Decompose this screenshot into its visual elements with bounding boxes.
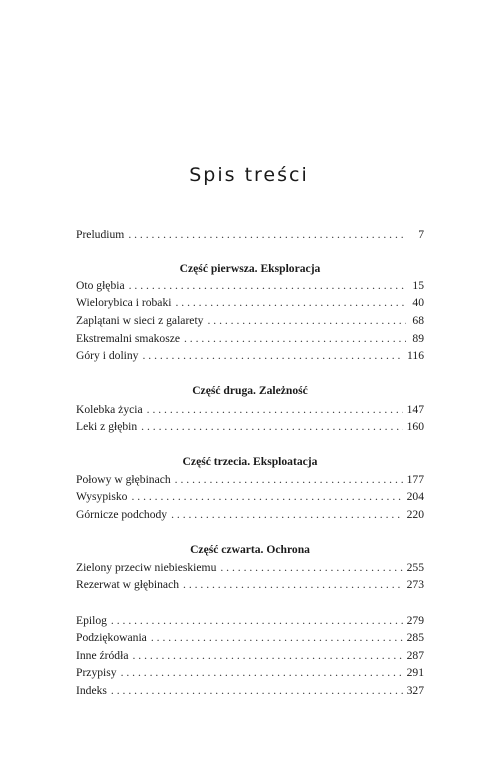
part-heading-1: Część pierwsza. Eksploracja xyxy=(179,262,321,275)
toc-entry-label: Wielorybica i robaki xyxy=(76,296,172,309)
toc-entry-page: 285 xyxy=(406,631,424,644)
leader-dots xyxy=(142,347,403,364)
toc-entry-page: 68 xyxy=(412,314,424,327)
leader-dots xyxy=(132,647,402,664)
leader-dots xyxy=(129,277,406,294)
toc-entry-label: Indeks xyxy=(76,684,107,697)
toc-entry-label: Preludium xyxy=(76,228,125,241)
leader-dots xyxy=(111,612,403,629)
toc-entry-page: 327 xyxy=(406,684,424,697)
part-heading-2: Część druga. Zależność xyxy=(192,384,308,397)
leader-dots xyxy=(121,664,403,681)
toc-entry-label: Zielony przeciw niebieskiemu xyxy=(76,561,217,574)
toc-entry-page: 287 xyxy=(406,649,424,662)
toc-entry-label: Wysypisko xyxy=(76,490,128,503)
leader-dots xyxy=(141,418,402,435)
toc-entry-page: 7 xyxy=(418,228,424,241)
toc-entry xyxy=(76,277,424,294)
toc-entry-label: Oto głębia xyxy=(76,279,125,292)
leader-dots xyxy=(207,312,406,329)
toc-entry xyxy=(76,612,424,629)
leader-dots xyxy=(175,294,406,311)
toc-entry xyxy=(76,506,424,523)
leader-dots xyxy=(131,488,402,505)
toc-entry-label: Leki z głębin xyxy=(76,420,138,433)
toc-entry xyxy=(76,664,424,681)
toc-entry-page: 116 xyxy=(407,349,424,362)
toc-entry-page: 204 xyxy=(406,490,424,503)
toc-entry-label: Inne źródła xyxy=(76,649,129,662)
toc-entry xyxy=(76,347,424,364)
toc-entry xyxy=(76,576,424,593)
leader-dots xyxy=(220,559,402,576)
toc-entry-page: 15 xyxy=(412,279,424,292)
toc-entry-page: 220 xyxy=(406,508,424,521)
toc-entry xyxy=(76,488,424,505)
toc-entry-page: 177 xyxy=(406,473,424,486)
page-title: Spis treści xyxy=(189,164,309,186)
part-heading-3: Część trzecia. Eksploatacja xyxy=(182,455,318,468)
toc-entry-label: Górnicze podchody xyxy=(76,508,168,521)
toc-entry xyxy=(76,294,424,311)
toc-entry-page: 89 xyxy=(412,332,424,345)
toc-entry-label: Ekstremalni smakosze xyxy=(76,332,180,345)
toc-entry-label: Przypisy xyxy=(76,666,117,679)
toc-entry-label: Połowy w głębinach xyxy=(76,473,171,486)
leader-dots xyxy=(151,629,403,646)
toc-entry-prelude xyxy=(76,226,424,243)
leader-dots xyxy=(175,471,403,488)
leader-dots xyxy=(183,576,403,593)
leader-dots xyxy=(147,401,403,418)
toc-entry xyxy=(76,330,424,347)
part-heading-4: Część czwarta. Ochrona xyxy=(190,543,310,556)
toc-entry-page: 273 xyxy=(406,578,424,591)
leader-dots xyxy=(128,226,406,243)
toc-entry-label: Kolebka życia xyxy=(76,403,143,416)
toc-entry xyxy=(76,312,424,329)
toc-entry xyxy=(76,401,424,418)
toc-entry-label: Rezerwat w głębinach xyxy=(76,578,180,591)
toc-entry-label: Zaplątani w sieci z galarety xyxy=(76,314,204,327)
leader-dots xyxy=(171,506,403,523)
toc-entry-page: 279 xyxy=(406,614,424,627)
toc-entry xyxy=(76,682,424,699)
toc-entry-page: 147 xyxy=(406,403,424,416)
toc-entry-page: 255 xyxy=(406,561,424,574)
toc-entry-page: 40 xyxy=(412,296,424,309)
toc-entry-page: 160 xyxy=(406,420,424,433)
toc-entry xyxy=(76,559,424,576)
toc-entry-label: Podziękowania xyxy=(76,631,147,644)
toc-entry xyxy=(76,418,424,435)
toc-entry-label: Epilog xyxy=(76,614,107,627)
leader-dots xyxy=(184,330,406,347)
toc-entry-page: 291 xyxy=(406,666,424,679)
toc-entry xyxy=(76,471,424,488)
toc-entry xyxy=(76,629,424,646)
leader-dots xyxy=(111,682,403,699)
toc-entry-label: Góry i doliny xyxy=(76,349,139,362)
toc-entry xyxy=(76,647,424,664)
